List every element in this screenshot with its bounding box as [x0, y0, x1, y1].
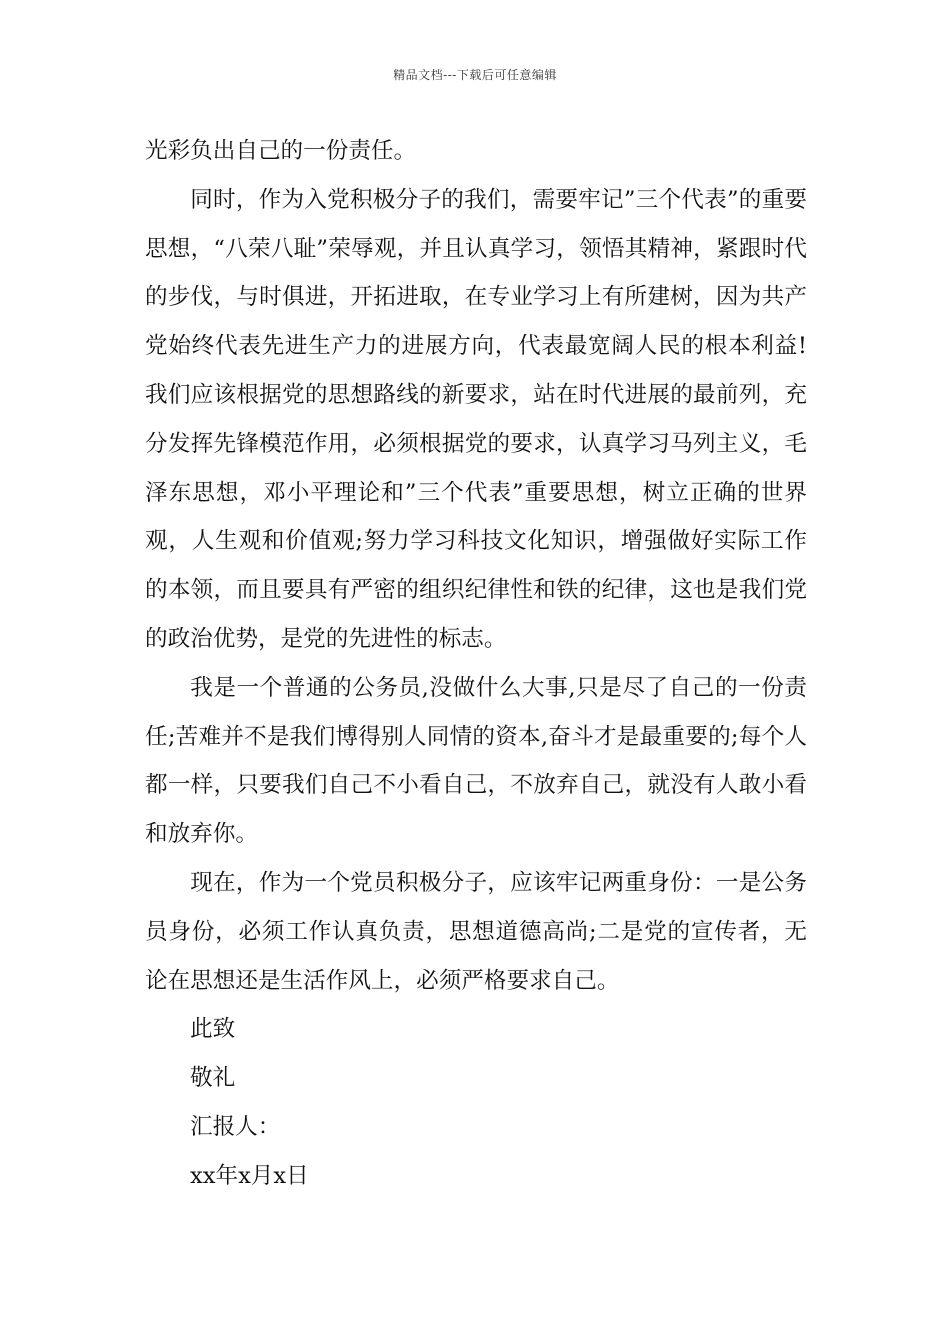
paragraph-party-activist: 同时，作为入党积极分子的我们，需要牢记”三个代表”的重要思想，“八荣八耻”荣辱观，并且认真学习，领悟其精神，紧跟时代的步伐，与时俱进，开拓进取，在专业学习上有所建树，因为共产党始终代表先进生产力的进展方向，代表最宽阔人民的根本利益!我们应该根据党的思想路线的新要求，站在时代进展的最前列，充分发挥先锋模范作用，必须根据党的要求，认真学习马列主义，毛泽东思想，邓小平理论和”三个代表”重要思想，树立正确的世界观，人生观和价值观;努力学习科技文化知识，增强做好实际工作的本领，而且要具有严密的组织纪律性和铁的纪律，这也是我们党的政治优势，是党的先进性的标志。	[145, 186, 807, 652]
closing-salutation: 此致	[190, 1016, 236, 1043]
closing-reporter: 汇报人：	[190, 1113, 281, 1140]
document-body	[145, 127, 807, 1201]
closing-date: xx年x月x日	[190, 1162, 309, 1189]
page-header: 精品文档---下载后可任意编辑	[393, 68, 557, 82]
paragraph-continuation: 光彩负出自己的一份责任。	[145, 138, 417, 164]
closing-regards: 敬礼	[190, 1065, 236, 1092]
paragraph-dual-identity: 现在，作为一个党员积极分子，应该牢记两重身份：一是公务员身份，必须工作认真负责，思想道德高尚;二是党的宣传者，无论在思想还是生活作风上，必须严格要求自己。	[145, 869, 807, 994]
paragraph-civil-servant: 我是一个普通的公务员,没做什么大事,只是尽了自己的一份责任;苦难并不是我们博得别人同情的资本,奋斗才是最重要的;每个人都一样，只要我们自己不小看自己，不放弃自己，就没有人敢小看和放弃你。	[145, 674, 807, 848]
